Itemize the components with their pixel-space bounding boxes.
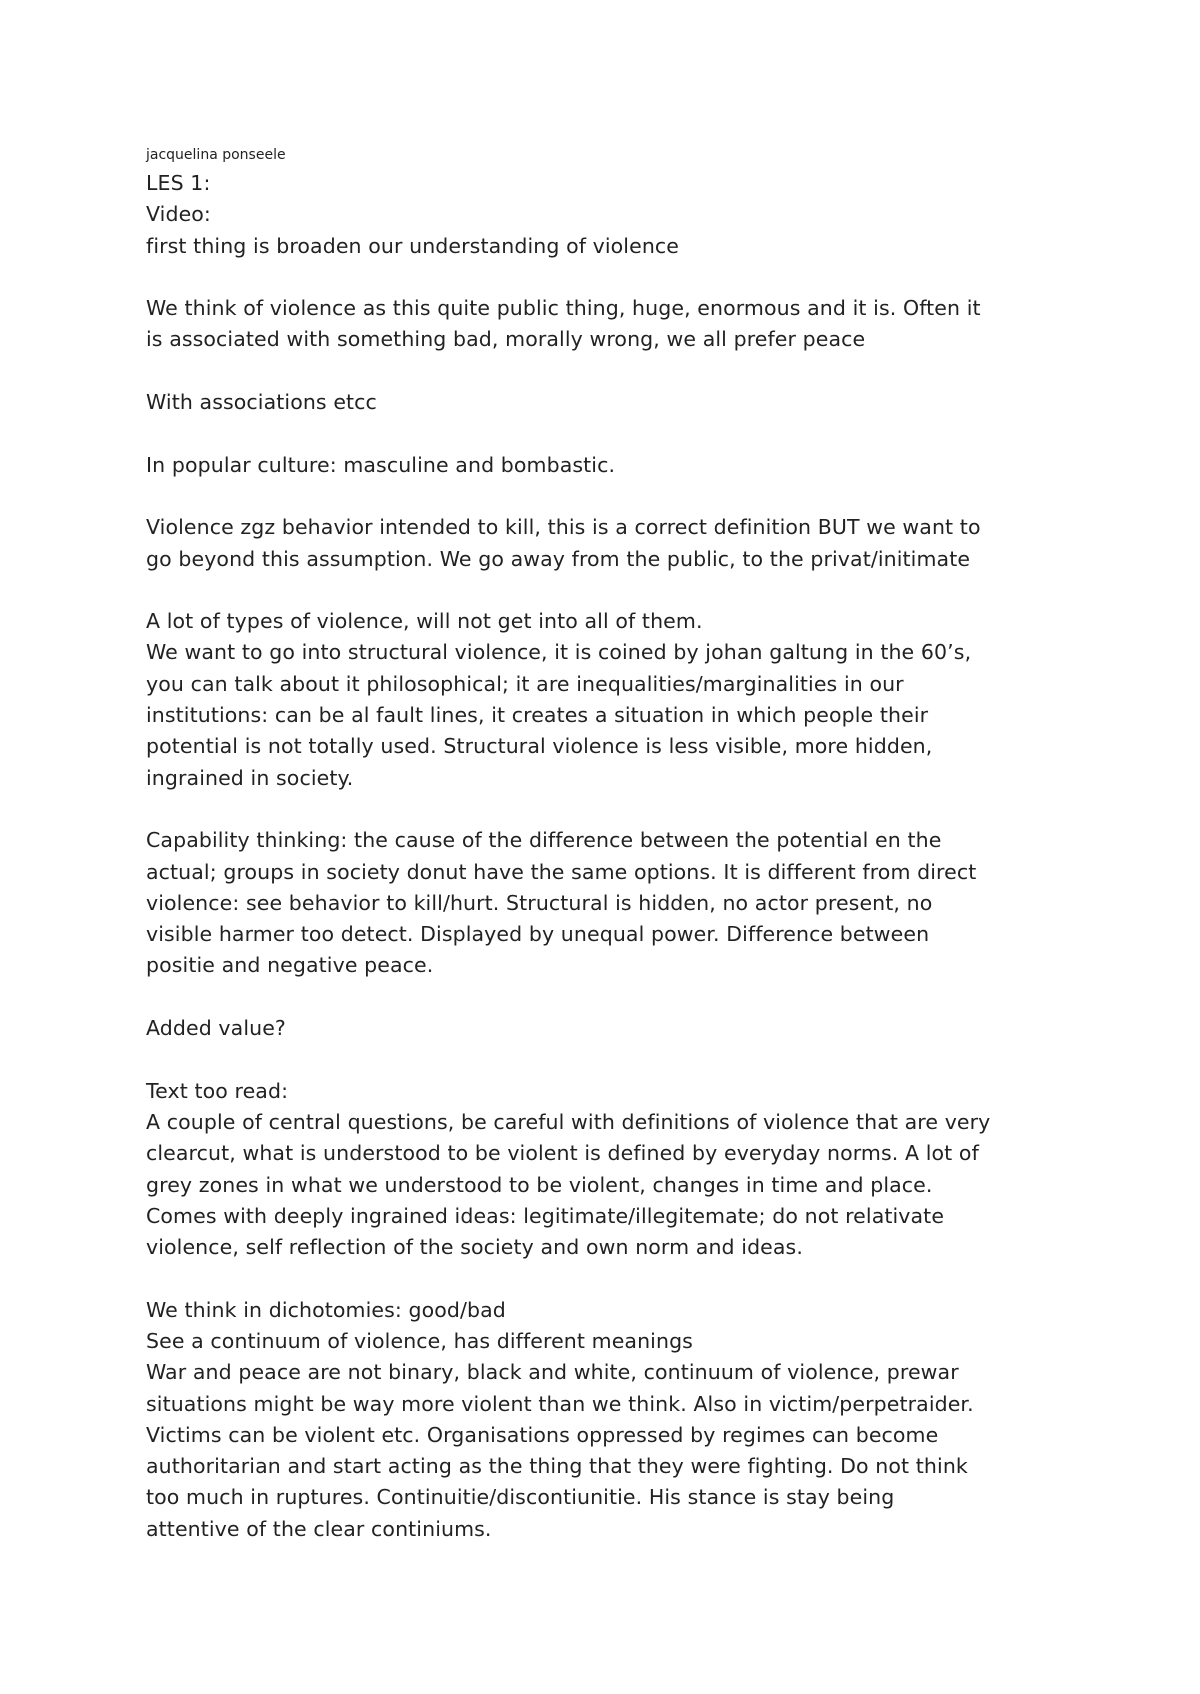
text-line: Violence zgz behavior intended to kill, this is a correct definition BUT we want to <box>146 515 981 540</box>
text-line: grey zones in what we understood to be violent, changes in time and place. <box>146 1172 933 1197</box>
text-line: War and peace are not binary, black and white, continuum of violence, prewar <box>146 1360 959 1385</box>
document-page <box>146 146 1086 1545</box>
text-line: visible harmer too detect. Displayed by unequal power. Difference between <box>146 922 930 947</box>
text-line: ingrained in society. <box>146 765 354 790</box>
text-line: A lot of types of violence, will not get into all of them. <box>146 609 703 634</box>
text-line: LES 1: <box>146 171 211 195</box>
text-line: go beyond this assumption. We go away from the public, to the privat/initimate <box>146 546 971 571</box>
text-line: first thing is broaden our understanding of violence <box>146 233 679 258</box>
text-line: attentive of the clear continiums. <box>146 1516 492 1541</box>
text-line: too much in ruptures. Continuitie/discontiunitie. His stance is stay being <box>146 1485 895 1510</box>
text-line: clearcut, what is understood to be violent is defined by everyday norms. A lot of <box>146 1141 979 1166</box>
text-line: you can talk about it philosophical; it are inequalities/marginalities in our <box>146 671 904 696</box>
text-line: authoritarian and start acting as the thing that they were fighting. Do not think <box>146 1454 968 1479</box>
text-line: Text too read: <box>146 1078 289 1103</box>
text-line: We think of violence as this quite public thing, huge, enormous and it is. Often it <box>146 296 981 321</box>
blank-line <box>146 982 1086 1013</box>
text-line: See a continuum of violence, has different meanings <box>146 1328 693 1353</box>
blank-line <box>146 481 1086 512</box>
text-line: Comes with deeply ingrained ideas: legitimate/illegitemate; do not relativate <box>146 1203 945 1228</box>
text-line: A couple of central questions, be careful with definitions of violence that are very <box>146 1109 991 1134</box>
blank-line <box>146 1263 1086 1294</box>
blank-line <box>146 418 1086 449</box>
text-line: potential is not totally used. Structural violence is less visible, more hidden, <box>146 734 933 759</box>
blank-line <box>146 262 1086 293</box>
document-body <box>146 168 1086 1545</box>
text-line: We think in dichotomies: good/bad <box>146 1297 506 1322</box>
text-line: Victims can be violent etc. Organisations oppressed by regimes can become <box>146 1422 939 1447</box>
blank-line <box>146 575 1086 606</box>
blank-line <box>146 794 1086 825</box>
text-line: Capability thinking: the cause of the difference between the potential en the <box>146 828 942 853</box>
text-line: We want to go into structural violence, it is coined by johan galtung in the 60’s, <box>146 640 972 665</box>
text-line: actual; groups in society donut have the same options. It is different from direct <box>146 859 977 884</box>
text-line: Video: <box>146 202 211 227</box>
author-name: jacquelina ponseele <box>146 147 286 163</box>
blank-line <box>146 356 1086 387</box>
text-line: With associations etcc <box>146 390 377 415</box>
blank-line <box>146 1044 1086 1075</box>
text-line: violence, self reflection of the society and own norm and ideas. <box>146 1235 803 1260</box>
text-line: In popular culture: masculine and bombastic. <box>146 452 616 477</box>
text-line: positie and negative peace. <box>146 953 434 978</box>
text-line: violence: see behavior to kill/hurt. Structural is hidden, no actor present, no <box>146 890 933 915</box>
text-line: situations might be way more violent than we think. Also in victim/perpetraider. <box>146 1391 974 1416</box>
text-line: institutions: can be al fault lines, it creates a situation in which people their <box>146 703 929 728</box>
text-line: is associated with something bad, morally wrong, we all prefer peace <box>146 327 866 352</box>
text-line: Added value? <box>146 1016 286 1041</box>
